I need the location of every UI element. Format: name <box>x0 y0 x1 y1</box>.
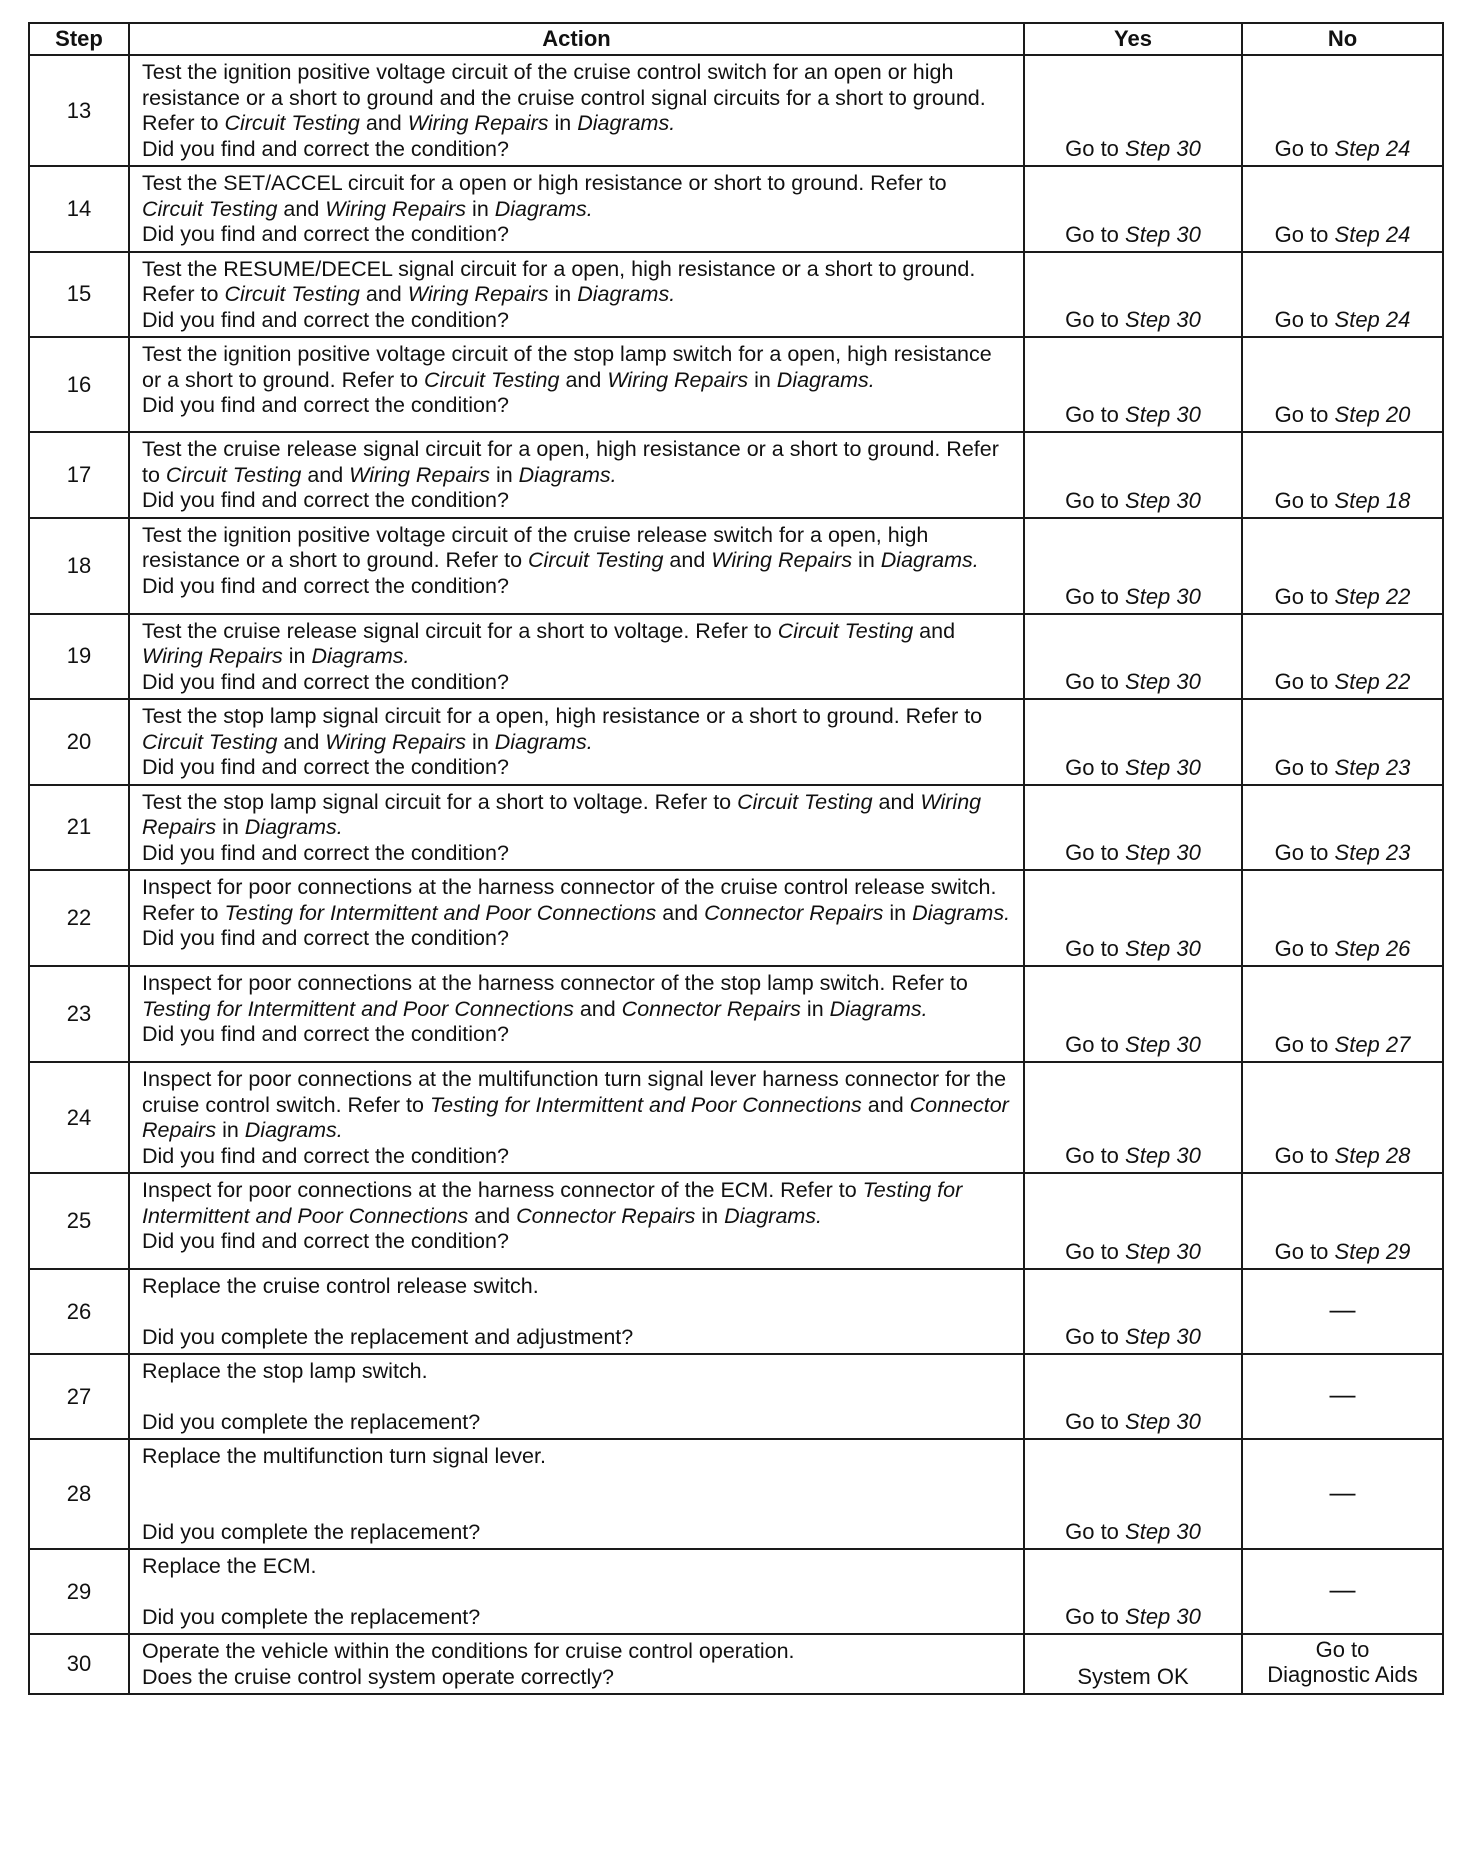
goto-text: Go to <box>1065 936 1126 961</box>
ref-diagrams: Diagrams. <box>912 900 1011 925</box>
step-number: 16 <box>29 337 129 432</box>
ref-wiring-repairs: Wiring Repairs <box>142 789 982 839</box>
goto-text: Go to <box>1274 1032 1335 1057</box>
action-text: and <box>573 996 622 1021</box>
ref-wiring-repairs: Wiring Repairs <box>349 462 490 487</box>
header-step: Step <box>29 23 129 55</box>
ref-circuit-testing: Circuit Testing <box>224 111 360 135</box>
yes-step-link[interactable]: Step 30 <box>1125 487 1201 513</box>
ref-circuit-testing: Circuit Testing <box>528 548 664 572</box>
no-cell: — <box>1242 1354 1443 1439</box>
action-question: Did you find and correct the condition? <box>142 926 509 950</box>
action-text: in <box>800 996 830 1021</box>
action-question: Did you find and correct the condition? <box>142 1143 509 1168</box>
action-question: Did you find and correct the condition? <box>142 307 509 332</box>
goto-text: Go to <box>1065 1604 1126 1629</box>
no-cell <box>1242 1634 1443 1694</box>
table-row <box>29 518 1443 614</box>
goto-text: Go to <box>1065 402 1126 427</box>
yes-step-link[interactable]: Step 30 <box>1125 1032 1201 1057</box>
table-row <box>29 699 1443 785</box>
action-cell <box>129 1269 1024 1354</box>
yes-cell <box>1024 785 1242 871</box>
action-text: in <box>466 729 495 754</box>
no-cell <box>1242 785 1443 871</box>
action-text: in <box>466 196 495 221</box>
no-cell <box>1242 432 1443 518</box>
goto-text: Go to <box>1065 1239 1126 1264</box>
header-row <box>29 23 1443 55</box>
action-question: Did you find and correct the condition? <box>142 1229 509 1253</box>
no-cell <box>1242 518 1443 614</box>
table-row <box>29 870 1443 966</box>
action-text: and <box>301 462 350 487</box>
ref-diagrams: Diagrams. <box>577 282 676 306</box>
goto-text: Go to <box>1274 307 1335 332</box>
action-text: in <box>695 1203 725 1228</box>
action-text: Test the SET/ACCEL circuit for a open or high resistance or short to ground. Refer to <box>142 171 947 195</box>
step-number: 17 <box>29 432 129 518</box>
goto-text: Go to <box>1065 754 1126 780</box>
yes-step-link[interactable]: Step 30 <box>1125 402 1201 427</box>
action-text: Test the ignition positive voltage circuit of the cruise control switch for an open or high resistance or a short to ground and the cruise control signal circuits for a short to ground. Refer to <box>142 60 986 135</box>
ref-wiring-repairs: Wiring Repairs <box>325 729 467 754</box>
action-text: in <box>748 367 777 392</box>
action-cell <box>129 1062 1024 1173</box>
no-step-link[interactable]: Step 26 <box>1334 936 1411 961</box>
goto-text: Go to <box>1065 307 1126 332</box>
action-question: Did you complete the replacement and adjustment? <box>142 1324 634 1349</box>
ref-connector-repairs: Connector Repairs <box>621 996 801 1021</box>
yes-step-link[interactable]: Step 30 <box>1125 936 1201 961</box>
ref-connector-repairs: Connector Repairs <box>142 1092 1009 1142</box>
yes-cell <box>1024 966 1242 1062</box>
action-text: Test the ignition positive voltage circuit of the cruise release switch for a open, high resistance or a short to ground. Refer to <box>142 522 929 572</box>
yes-step-link[interactable]: Step 30 <box>1125 1604 1201 1629</box>
no-step-link[interactable]: Step 18 <box>1334 487 1411 513</box>
ref-circuit-testing: Circuit Testing <box>424 367 560 392</box>
action-text: in <box>548 282 578 306</box>
action-text: and <box>913 618 956 643</box>
yes-cell <box>1024 1269 1242 1354</box>
no-cell: — <box>1242 1549 1443 1634</box>
action-text: and <box>359 282 408 306</box>
goto-text: Go to <box>1065 669 1126 694</box>
table-row <box>29 966 1443 1062</box>
action-text: Inspect for poor connections at the harness connector of the ECM. Refer to <box>142 1178 863 1202</box>
action-question: Does the cruise control system operate correctly? <box>142 1664 615 1689</box>
goto-text: Go to <box>1274 840 1335 865</box>
yes-cell <box>1024 614 1242 700</box>
ref-diagrams: Diagrams. <box>829 996 928 1021</box>
yes-step-link[interactable]: Step 30 <box>1125 1239 1201 1264</box>
goto-text: Go to <box>1274 487 1335 513</box>
ref-diagrams: Diagrams. <box>494 729 593 754</box>
goto-text: Go to <box>1274 583 1335 609</box>
table-row <box>29 432 1443 518</box>
yes-cell <box>1024 1173 1242 1269</box>
yes-step-link[interactable]: Step 30 <box>1125 221 1201 247</box>
ref-testing-intermittent: Testing for Intermittent and Poor Connections <box>224 900 657 925</box>
ref-circuit-testing: Circuit Testing <box>737 789 873 814</box>
ref-testing-intermittent: Testing for Intermittent and Poor Connections <box>429 1092 862 1117</box>
no-cell <box>1242 252 1443 338</box>
ref-wiring-repairs: Wiring Repairs <box>407 282 549 306</box>
step-number: 18 <box>29 518 129 614</box>
ref-diagrams: Diagrams. <box>880 548 979 572</box>
table-row <box>29 1173 1443 1269</box>
action-question: Did you find and correct the condition? <box>142 1022 509 1046</box>
action-text: and <box>663 548 712 572</box>
goto-text: Go to <box>1274 669 1335 694</box>
step-number: 30 <box>29 1634 129 1694</box>
table-row <box>29 1354 1443 1439</box>
yes-cell <box>1024 55 1242 166</box>
no-cell: — <box>1242 1439 1443 1549</box>
ref-diagrams: Diagrams. <box>494 196 593 221</box>
goto-text: Go to <box>1065 1409 1126 1434</box>
table-row <box>29 1439 1443 1549</box>
table-row <box>29 252 1443 338</box>
action-text: Test the cruise release signal circuit for a short to voltage. Refer to <box>142 618 778 643</box>
goto-text: Go to <box>1065 136 1126 161</box>
ref-testing-intermittent: Testing for Intermittent and Poor Connections <box>142 1178 963 1228</box>
step-number: 25 <box>29 1173 129 1269</box>
action-cell <box>129 252 1024 338</box>
action-text: and <box>861 1092 910 1117</box>
no-cell <box>1242 614 1443 700</box>
ref-diagrams: Diagrams. <box>577 111 676 135</box>
ref-wiring-repairs: Wiring Repairs <box>607 367 749 392</box>
ref-connector-repairs: Connector Repairs <box>704 900 884 925</box>
action-text: Test the stop lamp signal circuit for a open, high resistance or a short to ground. Refer to <box>142 704 983 728</box>
yes-cell: System OK <box>1024 1634 1242 1694</box>
no-cell <box>1242 55 1443 166</box>
ref-diagrams: Diagrams. <box>244 1118 343 1142</box>
table-row <box>29 55 1443 166</box>
goto-text: Go to <box>1065 1032 1126 1057</box>
no-cell <box>1242 870 1443 966</box>
table-row <box>29 1634 1443 1694</box>
yes-step-link[interactable]: Step 30 <box>1125 1324 1201 1349</box>
action-text: Test the ignition positive voltage circuit of the stop lamp switch for a open, high resistance or a short to ground. Refer to <box>142 342 992 392</box>
goto-text: Go to <box>1274 402 1335 427</box>
header-action: Action <box>129 23 1024 55</box>
action-question: Did you find and correct the condition? <box>142 755 509 779</box>
table-row <box>29 785 1443 871</box>
action-cell <box>129 870 1024 966</box>
no-step-link[interactable]: Step 28 <box>1334 1143 1411 1168</box>
yes-cell <box>1024 252 1242 338</box>
step-number: 21 <box>29 785 129 871</box>
action-text: Inspect for poor connections at the harness connector of the stop lamp switch. Refer to <box>142 971 968 995</box>
yes-step-link[interactable]: Step 30 <box>1125 136 1201 161</box>
action-question: Did you complete the replacement? <box>142 1604 481 1629</box>
yes-step-link[interactable]: Step 30 <box>1125 840 1201 865</box>
step-number: 22 <box>29 870 129 966</box>
step-number: 20 <box>29 699 129 785</box>
yes-cell <box>1024 337 1242 432</box>
header-no: No <box>1242 23 1443 55</box>
yes-step-link[interactable]: Step 30 <box>1125 1409 1201 1434</box>
no-cell: — <box>1242 1269 1443 1354</box>
action-cell <box>129 1439 1024 1549</box>
action-text: Test the cruise release signal circuit for a open, high resistance or a short to ground. Refer to <box>142 437 999 487</box>
step-number: 19 <box>29 614 129 700</box>
action-text: in <box>216 1118 245 1142</box>
action-question: Did you find and correct the condition? <box>142 669 509 694</box>
yes-cell <box>1024 1354 1242 1439</box>
goto-text: Go to <box>1065 840 1126 865</box>
diagnostic-table <box>28 22 1444 1695</box>
yes-cell <box>1024 432 1242 518</box>
action-cell <box>129 1354 1024 1439</box>
ref-wiring-repairs: Wiring Repairs <box>711 548 853 572</box>
action-cell <box>129 785 1024 871</box>
action-text: and <box>277 729 326 754</box>
no-step-link[interactable]: Step 24 <box>1334 307 1411 332</box>
yes-step-link[interactable]: Step 30 <box>1125 1143 1201 1168</box>
yes-cell <box>1024 870 1242 966</box>
ref-circuit-testing: Circuit Testing <box>777 618 914 643</box>
no-step-link[interactable]: Step 24 <box>1334 136 1411 161</box>
goto-text: Go to <box>1274 221 1335 247</box>
no-step-link[interactable]: Step 27 <box>1334 1032 1411 1057</box>
no-step-link[interactable]: Step 24 <box>1334 221 1411 247</box>
goto-text: Go to <box>1065 1143 1126 1168</box>
action-cell <box>129 614 1024 700</box>
ref-wiring-repairs: Wiring Repairs <box>142 644 283 668</box>
action-text: and <box>872 789 921 814</box>
action-question: Did you complete the replacement? <box>142 1519 481 1544</box>
no-cell <box>1242 1173 1443 1269</box>
no-cell <box>1242 699 1443 785</box>
action-cell <box>129 55 1024 166</box>
action-text: Inspect for poor connections at the harness connector of the cruise control release switch. Refer to <box>142 875 997 925</box>
step-number: 15 <box>29 252 129 338</box>
table-row <box>29 1062 1443 1173</box>
diagnostic-aids-link[interactable]: Diagnostic Aids <box>1267 1662 1418 1687</box>
yes-cell <box>1024 699 1242 785</box>
step-number: 29 <box>29 1549 129 1634</box>
goto-text: Go to <box>1065 1324 1126 1349</box>
action-cell <box>129 518 1024 614</box>
action-text: Inspect for poor connections at the multifunction turn signal lever harness connector for the cruise control switch. Refer to <box>142 1067 1007 1117</box>
no-cell <box>1242 966 1443 1062</box>
action-text: in <box>548 111 578 135</box>
yes-cell <box>1024 518 1242 614</box>
action-cell <box>129 166 1024 252</box>
ref-diagrams: Diagrams. <box>776 367 875 392</box>
action-cell <box>129 1549 1024 1634</box>
step-number: 27 <box>29 1354 129 1439</box>
step-number: 13 <box>29 55 129 166</box>
action-cell <box>129 1634 1024 1694</box>
no-step-link[interactable]: Step 22 <box>1334 583 1411 609</box>
action-cell <box>129 699 1024 785</box>
no-step-link[interactable]: Step 23 <box>1334 840 1411 865</box>
action-cell <box>129 1173 1024 1269</box>
yes-step-link[interactable]: Step 30 <box>1125 1519 1201 1544</box>
action-cell <box>129 337 1024 432</box>
action-question: Did you find and correct the condition? <box>142 222 509 246</box>
action-text: and <box>277 196 326 221</box>
yes-cell <box>1024 1062 1242 1173</box>
ref-circuit-testing: Circuit Testing <box>142 729 278 754</box>
yes-cell <box>1024 1549 1242 1634</box>
table-row <box>29 337 1443 432</box>
no-step-link[interactable]: Step 22 <box>1334 669 1411 694</box>
no-step-link[interactable]: Step 20 <box>1334 402 1411 427</box>
ref-circuit-testing: Circuit Testing <box>142 196 278 221</box>
action-question: Did you find and correct the condition? <box>142 840 509 865</box>
goto-text: Go to <box>1274 1239 1335 1264</box>
goto-text: Go to <box>1274 136 1335 161</box>
table-row <box>29 1549 1443 1634</box>
yes-step-link[interactable]: Step 30 <box>1125 583 1201 609</box>
table-row <box>29 614 1443 700</box>
action-question: Did you find and correct the condition? <box>142 136 509 161</box>
action-cell <box>129 432 1024 518</box>
header-yes: Yes <box>1024 23 1242 55</box>
action-text: Test the RESUME/DECEL signal circuit for a open, high resistance or a short to ground. Refer to <box>142 256 976 306</box>
goto-text: Go to <box>1274 936 1335 961</box>
goto-text: Go to <box>1065 583 1126 609</box>
step-number: 14 <box>29 166 129 252</box>
yes-step-link[interactable]: Step 30 <box>1125 669 1201 694</box>
ref-wiring-repairs: Wiring Repairs <box>407 111 549 135</box>
ref-diagrams: Diagrams. <box>518 462 617 487</box>
action-text: Test the stop lamp signal circuit for a short to voltage. Refer to <box>142 789 738 814</box>
action-text: Replace the cruise control release switch. <box>142 1274 539 1298</box>
no-step-link[interactable]: Step 29 <box>1334 1239 1411 1264</box>
action-text: in <box>489 462 519 487</box>
action-text: in <box>883 900 913 925</box>
goto-text: Go to <box>1315 1637 1370 1662</box>
step-number: 23 <box>29 966 129 1062</box>
goto-text: Go to <box>1065 221 1126 247</box>
action-text: Replace the multifunction turn signal lever. <box>142 1444 546 1468</box>
action-question: Did you complete the replacement? <box>142 1409 481 1434</box>
ref-diagrams: Diagrams. <box>244 815 343 839</box>
action-question: Did you find and correct the condition? <box>142 393 509 417</box>
no-cell <box>1242 337 1443 432</box>
goto-text: Go to <box>1065 487 1126 513</box>
ref-testing-intermittent: Testing for Intermittent and Poor Connections <box>142 996 574 1021</box>
action-text: and <box>559 367 608 392</box>
ref-diagrams: Diagrams. <box>724 1203 823 1228</box>
yes-cell <box>1024 166 1242 252</box>
action-cell <box>129 966 1024 1062</box>
step-number: 26 <box>29 1269 129 1354</box>
action-question: Did you find and correct the condition? <box>142 573 509 598</box>
action-text: Operate the vehicle within the conditions for cruise control operation. <box>142 1639 795 1663</box>
ref-circuit-testing: Circuit Testing <box>224 282 360 306</box>
table-row <box>29 1269 1443 1354</box>
action-text: in <box>282 644 312 668</box>
yes-cell <box>1024 1439 1242 1549</box>
step-number: 24 <box>29 1062 129 1173</box>
goto-text: Go to <box>1274 1143 1335 1168</box>
goto-text: Go to <box>1274 754 1335 780</box>
action-text: Replace the stop lamp switch. <box>142 1359 428 1383</box>
no-cell <box>1242 166 1443 252</box>
action-text: and <box>359 111 408 135</box>
action-text: in <box>216 815 245 839</box>
ref-diagrams: Diagrams. <box>311 644 410 668</box>
ref-wiring-repairs: Wiring Repairs <box>325 196 467 221</box>
no-step-link[interactable]: Step 23 <box>1334 754 1411 780</box>
step-number: 28 <box>29 1439 129 1549</box>
action-question: Did you find and correct the condition? <box>142 488 509 512</box>
action-text: in <box>852 548 881 572</box>
table-row <box>29 166 1443 252</box>
ref-circuit-testing: Circuit Testing <box>165 462 302 487</box>
ref-connector-repairs: Connector Repairs <box>516 1203 696 1228</box>
action-text: and <box>468 1203 517 1228</box>
yes-step-link[interactable]: Step 30 <box>1125 754 1201 780</box>
action-text: and <box>656 900 705 925</box>
action-text: Replace the ECM. <box>142 1554 317 1578</box>
yes-step-link[interactable]: Step 30 <box>1125 307 1201 332</box>
no-cell <box>1242 1062 1443 1173</box>
goto-text: Go to <box>1065 1519 1126 1544</box>
